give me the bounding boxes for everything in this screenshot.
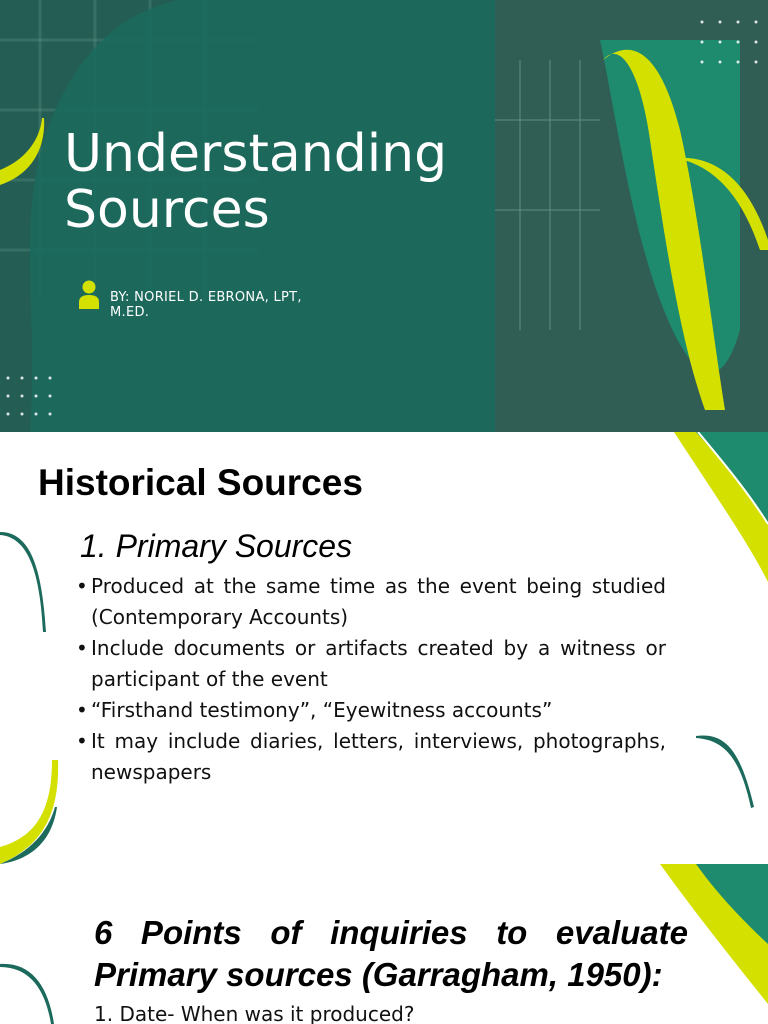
title-line-2: Sources <box>64 180 270 240</box>
title-slide <box>0 0 768 432</box>
slide-heading: Historical Sources <box>38 462 363 503</box>
left-arc-decoration <box>0 752 60 864</box>
bullet-item: • Produced at the same time as the event being studied (Contemporary Accounts) <box>76 571 666 633</box>
bullet-item: • “Firsthand testimony”, “Eyewitness accounts” <box>76 695 666 726</box>
author-byline <box>110 290 350 320</box>
heading-line-2: Primary sources (Garragham, 1950): <box>94 956 663 993</box>
left-curve-decoration <box>0 959 60 1024</box>
presentation-title <box>64 126 447 238</box>
list-item: 1. Date- When was it produced? <box>94 1002 415 1024</box>
right-curve-decoration <box>696 732 768 812</box>
person-icon <box>78 280 100 310</box>
corner-ribbon-decoration <box>668 432 768 632</box>
author-line-2: M.ED. <box>110 305 150 320</box>
heading-line-1: 6 Points of inquiries to evaluate <box>94 914 688 951</box>
historical-sources-slide <box>0 432 768 864</box>
slide-subheading: 1. Primary Sources <box>80 528 353 564</box>
bullet-list <box>76 571 666 788</box>
title-line-1: Understanding <box>64 124 448 184</box>
bullet-item: • It may include diaries, letters, interviews, photographs, newspapers <box>76 726 666 788</box>
slide-heading <box>94 912 688 996</box>
bullet-item: • Include documents or artifacts created by a witness or participant of the event <box>76 633 666 695</box>
inquiries-slide <box>0 864 768 1024</box>
author-line-1: BY: NORIEL D. EBRONA, LPT, <box>110 290 302 305</box>
left-curve-decoration <box>0 527 50 637</box>
